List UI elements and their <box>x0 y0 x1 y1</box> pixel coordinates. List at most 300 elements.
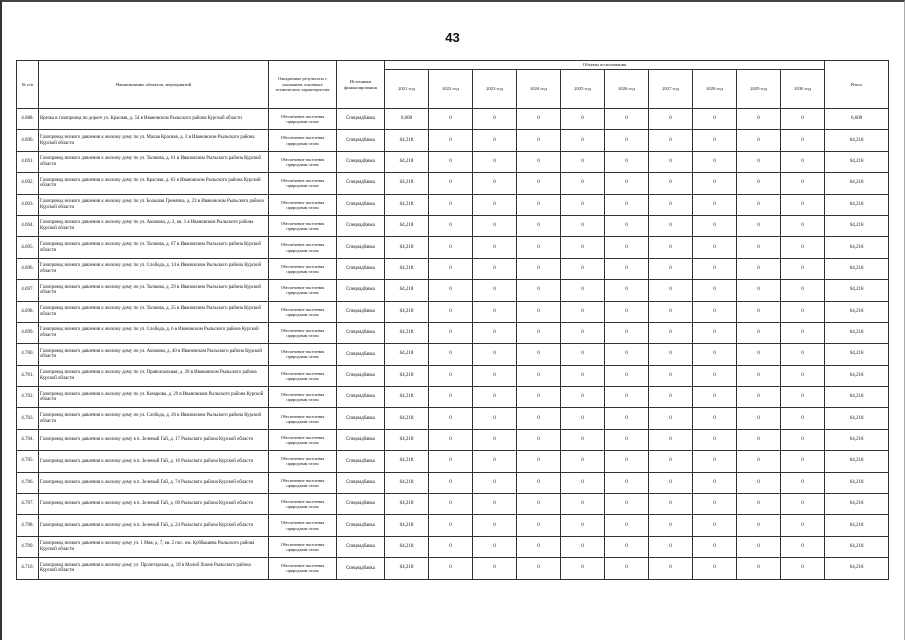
row-year-value: 0 <box>737 151 781 172</box>
row-number: 4.702. <box>17 387 39 408</box>
row-number: 4.709. <box>17 536 39 557</box>
row-year-value: 0 <box>605 344 649 365</box>
row-year-value: 0 <box>429 494 473 515</box>
row-year-value: 64,218 <box>385 494 429 515</box>
header-group: Объемы ассигнования <box>385 61 825 70</box>
row-year-value: 64,218 <box>385 387 429 408</box>
row-year-value: 0 <box>473 194 517 215</box>
header-year: 2021 год <box>385 70 429 109</box>
row-year-value: 0 <box>781 387 825 408</box>
row-number: 4.697. <box>17 280 39 301</box>
row-number: 4.704. <box>17 429 39 450</box>
row-source: Спецнадбавка <box>337 451 385 472</box>
row-year-value: 64,218 <box>385 344 429 365</box>
budget-table <box>16 60 889 580</box>
row-year-value: 0 <box>561 237 605 258</box>
row-total: 64,218 <box>825 365 889 386</box>
row-year-value: 64,218 <box>385 322 429 343</box>
row-year-value: 0 <box>429 194 473 215</box>
row-year-value: 0 <box>561 558 605 579</box>
row-source: Спецнадбавка <box>337 494 385 515</box>
row-total: 64,218 <box>825 451 889 472</box>
row-year-value: 64,218 <box>385 408 429 429</box>
row-year-value: 0 <box>781 280 825 301</box>
row-year-value: 0 <box>561 494 605 515</box>
row-category: Обеспечение населения природным газом <box>269 237 337 258</box>
row-year-value: 0 <box>517 173 561 194</box>
table-row <box>17 173 889 194</box>
row-total: 64,218 <box>825 494 889 515</box>
row-year-value: 0 <box>693 494 737 515</box>
row-year-value: 0 <box>649 173 693 194</box>
row-source: Спецнадбавка <box>337 301 385 322</box>
row-year-value: 0 <box>429 237 473 258</box>
row-year-value: 0 <box>693 280 737 301</box>
row-number: 4.693. <box>17 194 39 215</box>
row-year-value: 0 <box>781 215 825 236</box>
row-year-value: 0 <box>517 344 561 365</box>
row-number: 4.690. <box>17 130 39 151</box>
row-year-value: 0 <box>561 151 605 172</box>
row-year-value: 0 <box>737 536 781 557</box>
table-row <box>17 536 889 557</box>
row-total: 64,218 <box>825 130 889 151</box>
row-year-value: 0 <box>649 451 693 472</box>
row-number: 4.701. <box>17 365 39 386</box>
row-year-value: 0 <box>649 494 693 515</box>
row-year-value: 0 <box>561 472 605 493</box>
row-year-value: 0 <box>473 301 517 322</box>
row-name: Газопровод низкого давления к жилому дому в п. Зеленый Гай, д. 16 Рыльского района Курской области <box>39 451 269 472</box>
row-year-value: 0 <box>605 173 649 194</box>
header-year: 2030 год <box>781 70 825 109</box>
row-year-value: 0 <box>473 130 517 151</box>
row-year-value: 0 <box>781 130 825 151</box>
row-year-value: 0 <box>693 322 737 343</box>
row-total: 64,218 <box>825 558 889 579</box>
row-year-value: 0 <box>649 258 693 279</box>
row-name: Газопровод низкого давления к жилому дому по ул. Красная, д. 63 в Ивановском Рыльского района Курской области <box>39 173 269 194</box>
row-year-value: 0 <box>605 515 649 536</box>
row-year-value: 0 <box>737 280 781 301</box>
row-category: Обеспечение населения природным газом <box>269 322 337 343</box>
row-year-value: 0 <box>605 472 649 493</box>
row-year-value: 64,218 <box>385 258 429 279</box>
page-number: 43 <box>445 30 460 45</box>
row-year-value: 0 <box>693 194 737 215</box>
row-year-value: 0 <box>561 429 605 450</box>
row-year-value: 0 <box>693 151 737 172</box>
row-total: 64,218 <box>825 280 889 301</box>
row-year-value: 0 <box>605 237 649 258</box>
row-year-value: 64,218 <box>385 280 429 301</box>
row-year-value: 0 <box>429 536 473 557</box>
row-year-value: 0 <box>517 451 561 472</box>
row-year-value: 0 <box>561 194 605 215</box>
row-year-value: 0 <box>781 194 825 215</box>
row-category: Обеспечение населения природным газом <box>269 194 337 215</box>
header-year: 2024 год <box>517 70 561 109</box>
row-name: Газопровод низкого давления к жилому дому по ул. Акимова, д. 40 в Ивановском Рыльского района Курской области <box>39 344 269 365</box>
row-year-value: 0 <box>473 515 517 536</box>
row-year-value: 0 <box>429 173 473 194</box>
row-number: 4.688. <box>17 109 39 130</box>
table-row <box>17 301 889 322</box>
row-year-value: 0 <box>473 536 517 557</box>
row-year-value: 0 <box>605 215 649 236</box>
row-source: Спецнадбавка <box>337 558 385 579</box>
row-year-value: 0 <box>649 429 693 450</box>
row-total: 64,218 <box>825 194 889 215</box>
row-year-value: 0 <box>561 536 605 557</box>
row-year-value: 0 <box>473 387 517 408</box>
row-year-value: 0 <box>649 301 693 322</box>
header-year: 2025 год <box>561 70 605 109</box>
row-source: Спецнадбавка <box>337 344 385 365</box>
row-number: 4.691. <box>17 151 39 172</box>
row-year-value: 0 <box>693 258 737 279</box>
table-row <box>17 515 889 536</box>
row-source: Спецнадбавка <box>337 472 385 493</box>
row-year-value: 0 <box>649 109 693 130</box>
row-name: Газопровод низкого давления к жилому дому по ул. Слобода, д. 14 в Ивановском Рыльского района Курской области <box>39 258 269 279</box>
row-year-value: 0 <box>693 365 737 386</box>
row-year-value: 0 <box>473 408 517 429</box>
row-name: Газопровод низкого давления к жилому дому по ул. Тычкова, д. 67 в Ивановском Рыльского района Курской области <box>39 237 269 258</box>
row-name: Газопровод низкого давления к жилому дому по ул. Малая Красная, д. 3 в Ивановском Рыльского района Курской области <box>39 130 269 151</box>
row-year-value: 0 <box>517 109 561 130</box>
row-year-value: 0 <box>781 365 825 386</box>
row-year-value: 0 <box>473 429 517 450</box>
table-row <box>17 494 889 515</box>
row-year-value: 0 <box>429 322 473 343</box>
row-year-value: 0 <box>781 237 825 258</box>
row-category: Обеспечение населения природным газом <box>269 280 337 301</box>
row-year-value: 64,218 <box>385 472 429 493</box>
row-year-value: 0 <box>781 109 825 130</box>
header-total: Итого <box>825 61 889 109</box>
row-year-value: 0 <box>517 322 561 343</box>
row-total: 64,218 <box>825 472 889 493</box>
row-year-value: 0 <box>473 322 517 343</box>
row-year-value: 0 <box>693 536 737 557</box>
row-category: Обеспечение населения природным газом <box>269 387 337 408</box>
row-year-value: 0 <box>649 280 693 301</box>
row-year-value: 0 <box>517 258 561 279</box>
table-row <box>17 151 889 172</box>
row-year-value: 0 <box>737 472 781 493</box>
row-year-value: 0 <box>649 515 693 536</box>
row-year-value: 0 <box>605 301 649 322</box>
row-year-value: 0 <box>605 258 649 279</box>
row-year-value: 0 <box>605 365 649 386</box>
row-category: Обеспечение населения природным газом <box>269 215 337 236</box>
row-year-value: 0 <box>473 451 517 472</box>
table-row <box>17 387 889 408</box>
row-year-value: 0 <box>737 451 781 472</box>
row-year-value: 64,218 <box>385 301 429 322</box>
header-year: 2026 год <box>605 70 649 109</box>
row-name: Газопровод низкого давления к жилому дому в п. Зеленый Гай, д. 24 Рыльского района Курской области <box>39 515 269 536</box>
row-year-value: 0 <box>737 173 781 194</box>
header-year: 2028 год <box>693 70 737 109</box>
row-year-value: 0 <box>517 387 561 408</box>
row-year-value: 0 <box>737 130 781 151</box>
row-year-value: 0 <box>561 387 605 408</box>
row-year-value: 0 <box>605 387 649 408</box>
row-number: 4.696. <box>17 258 39 279</box>
row-year-value: 0 <box>649 151 693 172</box>
table-row <box>17 408 889 429</box>
row-total: 64,218 <box>825 322 889 343</box>
row-year-value: 0 <box>429 215 473 236</box>
row-year-value: 0 <box>473 494 517 515</box>
row-year-value: 0 <box>561 365 605 386</box>
row-year-value: 64,218 <box>385 237 429 258</box>
row-year-value: 0 <box>737 194 781 215</box>
row-category: Обеспечение населения природным газом <box>269 301 337 322</box>
row-source: Спецнадбавка <box>337 365 385 386</box>
row-year-value: 0 <box>737 515 781 536</box>
row-year-value: 0 <box>781 494 825 515</box>
row-year-value: 0 <box>517 194 561 215</box>
row-year-value: 0 <box>737 344 781 365</box>
row-year-value: 0 <box>649 215 693 236</box>
row-year-value: 0 <box>517 515 561 536</box>
row-year-value: 0 <box>473 472 517 493</box>
row-year-value: 0 <box>737 322 781 343</box>
row-category: Обеспечение населения природным газом <box>269 344 337 365</box>
row-year-value: 0 <box>429 558 473 579</box>
row-year-value: 0 <box>517 237 561 258</box>
row-year-value: 0 <box>517 365 561 386</box>
row-number: 4.708. <box>17 515 39 536</box>
row-source: Спецнадбавка <box>337 515 385 536</box>
row-year-value: 0 <box>517 536 561 557</box>
row-source: Спецнадбавка <box>337 322 385 343</box>
row-source: Спецнадбавка <box>337 387 385 408</box>
row-category: Обеспечение населения природным газом <box>269 365 337 386</box>
row-year-value: 0 <box>693 387 737 408</box>
row-year-value: 0 <box>649 194 693 215</box>
row-number: 4.707. <box>17 494 39 515</box>
row-year-value: 64,218 <box>385 536 429 557</box>
row-name: Газопровод низкого давления к жилому дому по ул. Комарова, д. 29 в Ивановском Рыльского района Курской области <box>39 387 269 408</box>
row-year-value: 64,218 <box>385 451 429 472</box>
row-year-value: 0 <box>649 472 693 493</box>
row-number: 4.700. <box>17 344 39 365</box>
row-number: 4.706. <box>17 472 39 493</box>
row-year-value: 0 <box>605 322 649 343</box>
row-total: 64,218 <box>825 344 889 365</box>
row-year-value: 0 <box>781 558 825 579</box>
row-year-value: 0 <box>693 472 737 493</box>
row-number: 4.710. <box>17 558 39 579</box>
row-year-value: 64,218 <box>385 151 429 172</box>
row-number: 4.694. <box>17 215 39 236</box>
row-year-value: 0 <box>781 408 825 429</box>
row-year-value: 0 <box>737 237 781 258</box>
row-year-value: 0 <box>473 215 517 236</box>
row-year-value: 0 <box>781 322 825 343</box>
row-year-value: 0 <box>737 408 781 429</box>
table-row <box>17 109 889 130</box>
header-year: 2023 год <box>473 70 517 109</box>
row-year-value: 0 <box>693 451 737 472</box>
row-year-value: 0 <box>781 451 825 472</box>
row-name: Газопровод низкого давления к жилому дому по ул. Тычкова, д. 61 в Ивановском Рыльского района Курской области <box>39 151 269 172</box>
row-total: 64,218 <box>825 536 889 557</box>
row-category: Обеспечение населения природным газом <box>269 151 337 172</box>
row-year-value: 0 <box>561 280 605 301</box>
table-row <box>17 472 889 493</box>
row-year-value: 0 <box>517 151 561 172</box>
row-year-value: 0 <box>649 365 693 386</box>
row-source: Спецнадбавка <box>337 258 385 279</box>
row-year-value: 0 <box>649 344 693 365</box>
row-year-value: 0 <box>693 301 737 322</box>
row-category: Обеспечение населения природным газом <box>269 558 337 579</box>
header-year: 2022 год <box>429 70 473 109</box>
row-year-value: 0 <box>473 173 517 194</box>
row-year-value: 0 <box>561 301 605 322</box>
table-row <box>17 258 889 279</box>
row-year-value: 0 <box>605 280 649 301</box>
row-year-value: 0 <box>737 258 781 279</box>
row-year-value: 0 <box>737 301 781 322</box>
row-year-value: 0 <box>473 280 517 301</box>
row-year-value: 6,600 <box>385 109 429 130</box>
row-name: Газопровод низкого давления к жилому дому в п. Зеленый Гай, д. 74 Рыльского района Курской области <box>39 472 269 493</box>
row-year-value: 0 <box>781 536 825 557</box>
row-year-value: 0 <box>517 280 561 301</box>
row-total: 64,218 <box>825 408 889 429</box>
row-year-value: 0 <box>429 515 473 536</box>
row-category: Обеспечение населения природным газом <box>269 515 337 536</box>
row-category: Обеспечение населения природным газом <box>269 536 337 557</box>
row-year-value: 0 <box>781 173 825 194</box>
row-year-value: 0 <box>473 258 517 279</box>
table-row <box>17 429 889 450</box>
row-year-value: 64,218 <box>385 130 429 151</box>
row-year-value: 0 <box>429 151 473 172</box>
row-year-value: 0 <box>649 322 693 343</box>
row-year-value: 0 <box>429 258 473 279</box>
row-source: Спецнадбавка <box>337 429 385 450</box>
row-year-value: 0 <box>737 215 781 236</box>
row-total: 64,218 <box>825 258 889 279</box>
row-year-value: 0 <box>561 258 605 279</box>
row-total: 64,218 <box>825 301 889 322</box>
row-year-value: 0 <box>781 429 825 450</box>
table-row <box>17 194 889 215</box>
row-year-value: 0 <box>429 472 473 493</box>
row-source: Спецнадбавка <box>337 151 385 172</box>
table-row <box>17 237 889 258</box>
row-year-value: 0 <box>473 365 517 386</box>
row-year-value: 0 <box>737 494 781 515</box>
row-source: Спецнадбавка <box>337 280 385 301</box>
row-year-value: 0 <box>605 130 649 151</box>
row-year-value: 0 <box>649 536 693 557</box>
row-name: Газопровод низкого давления к жилому дому по ул. Слобода, д. 26 в Ивановском Рыльского района Курской области <box>39 408 269 429</box>
row-category: Обеспечение населения природным газом <box>269 429 337 450</box>
row-name: Газопровод низкого давления к жилому дому в п. Зеленый Гай, д. 17 Рыльского района Курской области <box>39 429 269 450</box>
row-year-value: 64,218 <box>385 365 429 386</box>
row-total: 64,218 <box>825 151 889 172</box>
row-total: 64,218 <box>825 515 889 536</box>
row-year-value: 0 <box>561 451 605 472</box>
row-year-value: 0 <box>605 194 649 215</box>
row-year-value: 0 <box>693 429 737 450</box>
row-year-value: 0 <box>693 558 737 579</box>
row-name: Газопровод низкого давления к жилому дому по ул. Тычкова, д. 29 в Ивановском Рыльского района Курской области <box>39 280 269 301</box>
row-category: Обеспечение населения природным газом <box>269 494 337 515</box>
row-source: Спецнадбавка <box>337 408 385 429</box>
row-year-value: 0 <box>561 344 605 365</box>
row-year-value: 0 <box>737 387 781 408</box>
row-year-value: 64,218 <box>385 215 429 236</box>
row-category: Обеспечение населения природным газом <box>269 408 337 429</box>
table-row <box>17 451 889 472</box>
table-row <box>17 365 889 386</box>
row-year-value: 0 <box>781 344 825 365</box>
table-row <box>17 280 889 301</box>
row-year-value: 0 <box>429 387 473 408</box>
row-source: Спецнадбавка <box>337 109 385 130</box>
row-year-value: 0 <box>649 558 693 579</box>
row-year-value: 0 <box>649 408 693 429</box>
row-year-value: 0 <box>517 558 561 579</box>
row-name: Газопровод низкого давления к жилому дому ул. 1 Мая, д. 7, кв. 2 пос. им. Куйбышева Рыльского района Курской области <box>39 536 269 557</box>
row-source: Спецнадбавка <box>337 237 385 258</box>
header-source: Источники финансирования <box>337 61 385 109</box>
table-row <box>17 344 889 365</box>
row-year-value: 0 <box>517 494 561 515</box>
row-number: 4.698. <box>17 301 39 322</box>
row-year-value: 64,218 <box>385 429 429 450</box>
row-year-value: 0 <box>561 515 605 536</box>
row-source: Спецнадбавка <box>337 215 385 236</box>
row-year-value: 64,218 <box>385 194 429 215</box>
table-row <box>17 322 889 343</box>
row-name: Газопровод низкого давления к жилому дому по ул. Акимова, д. 2, кв. 1 в Ивановском Рыльского района Курской области <box>39 215 269 236</box>
row-year-value: 0 <box>605 494 649 515</box>
row-year-value: 0 <box>605 109 649 130</box>
row-year-value: 0 <box>429 408 473 429</box>
row-total: 64,218 <box>825 173 889 194</box>
row-year-value: 0 <box>605 558 649 579</box>
row-source: Спецнадбавка <box>337 130 385 151</box>
row-year-value: 0 <box>429 344 473 365</box>
row-year-value: 0 <box>693 344 737 365</box>
row-year-value: 0 <box>605 408 649 429</box>
header-year: 2029 год <box>737 70 781 109</box>
row-total: 64,218 <box>825 215 889 236</box>
row-total: 6,600 <box>825 109 889 130</box>
row-year-value: 64,218 <box>385 515 429 536</box>
row-category: Обеспечение населения природным газом <box>269 130 337 151</box>
row-year-value: 0 <box>429 280 473 301</box>
row-year-value: 0 <box>737 365 781 386</box>
row-year-value: 0 <box>517 215 561 236</box>
row-year-value: 0 <box>649 130 693 151</box>
row-number: 4.692. <box>17 173 39 194</box>
row-year-value: 64,218 <box>385 173 429 194</box>
row-year-value: 0 <box>693 109 737 130</box>
row-name: Газопровод низкого давления к жилому дому по ул. Большая Гремячка, д. 23 в Ивановском Рыльского района Курской области <box>39 194 269 215</box>
row-year-value: 0 <box>649 237 693 258</box>
